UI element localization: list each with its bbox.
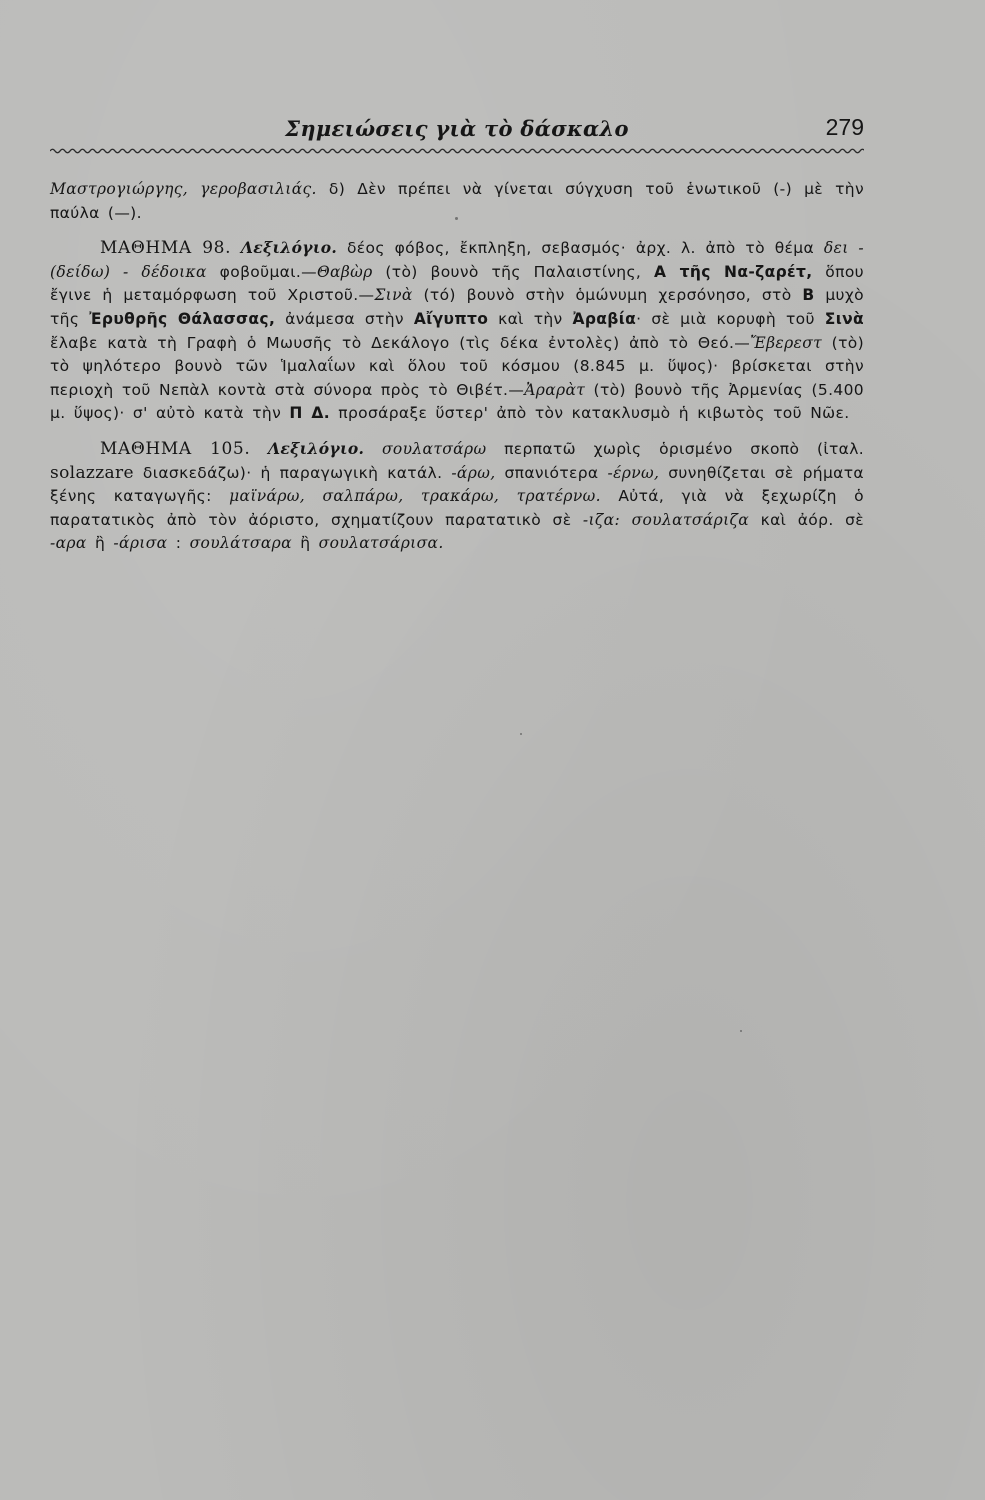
text: ὅπου ἔγινε ἡ μεταμόρφωση τοῦ Χριστοῦ.— [50,262,864,305]
paragraph-lesson-98 [50,236,864,426]
page-body [50,178,864,556]
text: (τὸ) βουνὸ τῆς Παλαιστίνης, [372,262,654,281]
text: φοβοῦμαι.— [206,262,317,281]
glossary-label: Λεξιλόγιο. [268,438,365,458]
italic-term: -αρα [50,534,87,553]
italic-term: Ἔβερεστ [750,333,823,352]
italic-term: -ιζα: [582,510,621,529]
lesson-heading: ΜΑΘΗΜΑ 105. [100,438,251,459]
ink-speck [455,217,458,220]
text: συνηθίζεται σὲ ρήματα ξένης καταγωγῆς: [50,463,864,506]
bold-term: Β [802,286,815,305]
text: : [167,534,190,553]
text: ἀνάμεσα στὴν [275,309,414,328]
text: προσάραξε ὕστερ' ἀπὸ τὸν κατακλυσμὸ ἡ κιβωτὸς τοῦ Νῶε. [330,404,850,423]
lesson-heading: ΜΑΘΗΜΑ 98. [100,238,232,259]
ink-speck [520,733,522,735]
wavy-rule [50,146,864,156]
running-title: Σημειώσεις γιὰ τὸ δάσκαλο [285,116,629,141]
text: περπατῶ χωρὶς ὁρισμένο σκοπὸ (ἰταλ. [486,439,864,458]
italic-term: Ἀραρὰτ [524,380,586,399]
text: δ) Δὲν πρέπει νὰ γίνεται σύγχυση τοῦ ἑνωτικοῦ (-) μὲ τὴν παύλα (—). [50,180,864,222]
text: καὶ τὴν [488,309,573,328]
glossary-label: Λεξιλόγιο. [240,238,338,258]
ink-speck [740,1030,742,1032]
bold-term: Π Δ. [289,404,331,423]
text: (τὸ) τὸ ψηλότερο βουνὸ τῶν Ἱμαλαΐων καὶ ὅλου τοῦ κόσμου (8.845 μ. ὕψος)· βρίσκεται στὴν περιοχὴ τοῦ Νεπὰλ κοντὰ στὰ σύνορα πρὸς τὸ Θιβέτ.— [50,333,864,399]
bold-term: Α τῆς Να-ζαρέτ, [653,262,813,281]
bold-term: Ἀραβία [572,309,637,328]
italic-term: -άρισα [113,534,168,553]
italic-term: Θαβὼρ [316,262,373,281]
text: Αὐτά, γιὰ νὰ ξεχωρίζη ὁ παρατατικὸς ἀπὸ τὸν ἀόριστο, σχηματίζουν παρατατικὸ σὲ [50,487,865,529]
text: (τὸ) βουνὸ τῆς Ἀρμενίας (5.400 μ. ὕψος)· σ' αὐτὸ κατὰ τὴν [50,380,864,423]
text: (τό) βουνὸ στὴν ὁμώνυμη χερσόνησο, στὸ [412,286,803,305]
bold-term: Ἐρυθρῆς Θάλασσας, [89,309,276,328]
italic-term: σουλατσάριζα [620,510,750,529]
bold-term: Σινὰ [824,309,864,328]
text: · σὲ μιὰ κορυφὴ τοῦ [636,309,825,328]
bold-term: Αἴγυπτο [413,309,489,328]
latin-word: solazzare [50,462,134,483]
italic-term: σουλατσάρισα. [318,534,444,553]
italic-term: σουλάτσαρα [189,534,292,553]
text: καὶ ἀόρ. σὲ [749,510,864,529]
italic-term: Σινὰ [374,286,413,305]
italic-term: -έρνω, [607,463,660,482]
text: μυχὸ τῆς [50,286,864,328]
italic-term: σουλατσάρω [381,439,487,458]
text: σπανιότερα [495,463,608,482]
italic-words: Μαστρογιώργης, γεροβασιλιάς. [50,180,317,198]
text: δέος φόβος, ἔκπληξη, σεβασμός· ἀρχ. λ. ἀπὸ τὸ θέμα [337,239,824,258]
italic-term: μαϊνάρω, σαλπάρω, τρακάρω, τρατέρνω. [229,487,601,506]
paragraph-lesson-105 [50,437,864,556]
italic-term: -άρω, [451,463,496,482]
page-number: 279 [825,114,864,140]
italic-term: δει - (δείδω) - δέδοικα [50,239,864,281]
text: ἔλαβε κατὰ τὴ Γραφὴ ὁ Μωυσῆς τὸ Δεκάλογο (τὶς δέκα ἐντολὲς) ἀπὸ τὸ Θεό.— [50,333,751,352]
text: ἢ [86,534,114,553]
text: διασκεδάζω)· ἡ παραγωγικὴ κατάλ. [133,463,452,482]
text: ἢ [291,534,319,553]
